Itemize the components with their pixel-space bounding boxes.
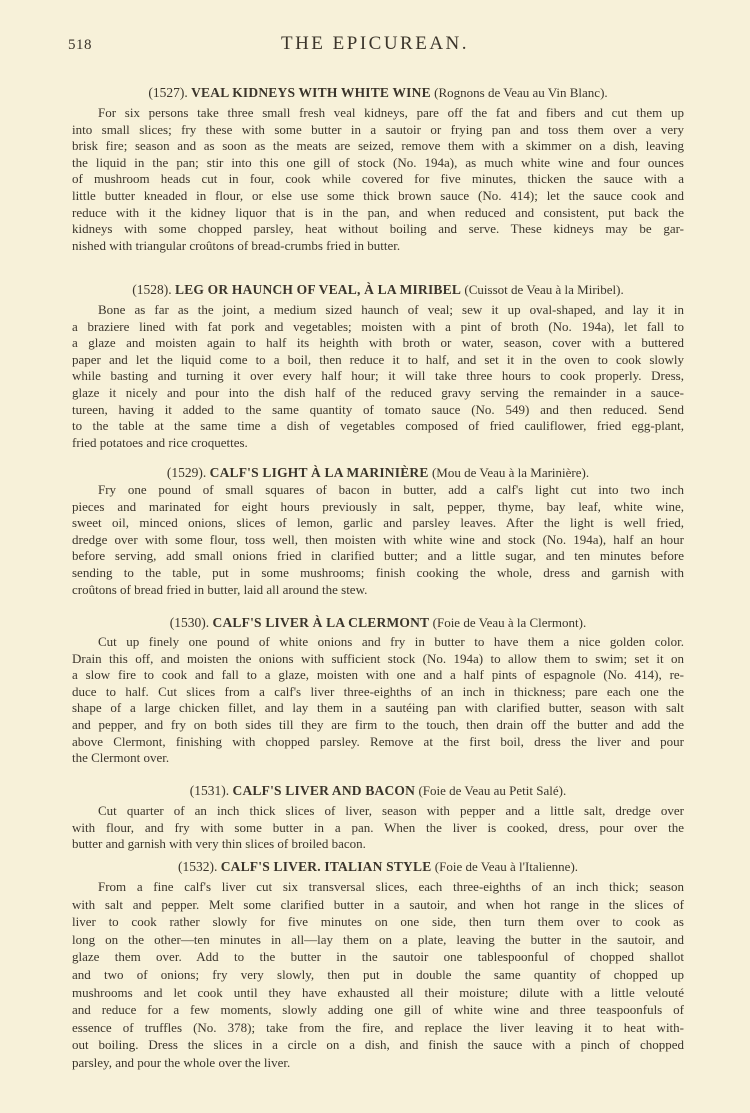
text-line: mushrooms and let cook until they have exhausted all their moisture; dilute with a little velouté xyxy=(72,984,684,1000)
text-line: a slow fire to cook and fall to a glaze, moisten with one and a half pints of espagnole (No. 414), re- xyxy=(72,667,684,683)
text-line: and pepper, and fry on both sides till they are firm to the touch, then drain off the butter and add the xyxy=(72,716,684,732)
recipe-title: CALF'S LIVER. ITALIAN STYLE xyxy=(220,859,432,874)
text-line: Fry one pound of small squares of bacon in butter, add a calf's light cut into two inch xyxy=(98,482,684,497)
text-line: into small slices; fry these with some butter in a sautoir or frying pan and toss them over a very xyxy=(72,121,684,137)
text-line: sending to the table, put in some mushrooms; finish cooking the whole, dress and garnish with xyxy=(72,564,684,580)
text-line: to the table at the same time a dish of vegetables composed of fried cauliflower, fried egg-plant, xyxy=(72,418,684,434)
text-line: and two of onions; fry very slowly, then put in double the same quantity of chopped up xyxy=(72,966,684,982)
text-line: while basting and turning it over every half hour; it will take three hours to cook properly. Dress, xyxy=(72,368,684,384)
recipe-number: (1531). xyxy=(189,783,230,798)
text-line: little butter kneaded in flour, or else use some thick brown sauce (No. 414); let the sauce cook and xyxy=(72,187,684,203)
recipe-french-title: (Rognons de Veau au Vin Blanc). xyxy=(434,85,608,100)
recipe-1527 xyxy=(72,84,684,253)
recipe-body xyxy=(72,105,684,254)
text-line: Drain this off, and moisten the onions with sufficient stock (No. 194a) to allow them to swim; set it on xyxy=(72,650,684,666)
recipe-title: VEAL KIDNEYS WITH WHITE WINE xyxy=(191,85,431,100)
recipe-french-title: (Foie de Veau à l'Italienne). xyxy=(434,859,579,874)
text-line: above Clermont, finishing with chopped parsley. Remove at the first boil, dress the liver and pour xyxy=(72,733,684,749)
recipe-french-title: (Foie de Veau au Petit Salé). xyxy=(418,783,567,798)
recipe-1531 xyxy=(72,782,684,852)
text-line: long on the other—ten minutes in all—lay them on a plate, leaving the butter in the sautoir, and xyxy=(72,931,684,947)
text-line: reduce with it the kidney liquor that is in the pan, and when reduced and consistent, put back the xyxy=(72,204,684,220)
text-line: kidneys with some chopped parsley, heat without boiling and serve. These kidneys may be gar- xyxy=(72,221,684,237)
recipe-number: (1528). xyxy=(132,282,172,297)
recipe-heading xyxy=(72,782,684,799)
recipe-1528 xyxy=(72,281,684,450)
text-line: sweet oil, minced onions, slices of lemon, garlic and parsley leaves. After the light is well fried, xyxy=(72,515,684,531)
recipe-body xyxy=(72,803,684,853)
recipe-body xyxy=(72,878,684,1072)
text-line: Bone as far as the joint, a medium sized haunch of veal; sew it up oval-shaped, and lay it in xyxy=(98,302,684,317)
text-line: with flour, and fry with some butter in a pan. When the liver is cooked, dress, pour over the xyxy=(72,819,684,835)
text-line: tureen, having it added to the same quantity of tomato sauce (No. 549) and then reduced. Send xyxy=(72,401,684,417)
text-line: with salt and pepper. Melt some clarified butter in a sautoir, and when hot range in the slices of xyxy=(72,896,684,912)
text-line: duce to half. Cut slices from a calf's liver three-eighths of an inch in thickness; pare each one the xyxy=(72,683,684,699)
recipe-title: CALF'S LIVER À LA CLERMONT xyxy=(212,615,430,630)
text-line: the liquid in the pan; stir into this one gill of stock (No. 194a), as much white wine and four ounces xyxy=(72,154,684,170)
recipe-title: CALF'S LIVER AND BACON xyxy=(232,783,416,798)
recipe-heading xyxy=(72,464,684,481)
text-line: the Clermont over. xyxy=(72,750,170,766)
text-line: a glaze and moisten again to half its heighth with broth or water, season, cover with a buttered xyxy=(72,335,684,351)
text-line: liver to cook rather slowly for five minutes on one side, then turn them over to cook as xyxy=(72,914,684,930)
recipe-heading xyxy=(72,858,684,875)
text-line: and reduce for a few moments, slowly adding one gill of white wine and three teaspoonfuls of xyxy=(72,1002,684,1018)
text-line: Cut quarter of an inch thick slices of liver, season with pepper and a little salt, dredge over xyxy=(98,803,684,818)
recipe-1532 xyxy=(72,858,684,1070)
text-line: shape of a large chicken fillet, and lay them in a sautéing pan with clarified butter, season with salt xyxy=(72,700,684,716)
text-line: essence of truffles (No. 378); take from the fire, and replace the liver leaving it to heat with- xyxy=(72,1019,684,1035)
recipe-french-title: (Cuissot de Veau à la Miribel). xyxy=(464,282,624,297)
text-line: parsley, and pour the whole over the liver. xyxy=(72,1054,291,1070)
recipe-heading xyxy=(72,281,684,298)
recipe-1530 xyxy=(72,614,684,766)
page-number: 518 xyxy=(68,37,92,53)
recipe-number: (1530). xyxy=(169,615,210,630)
text-line: before serving, add small onions fried in clarified butter; and a little sugar, and ten minutes before xyxy=(72,548,684,564)
text-line: pieces and marinated for eight hours previously in salt, pepper, thyme, bay leaf, white wine, xyxy=(72,498,684,514)
recipe-french-title: (Mou de Veau à la Marinière). xyxy=(431,465,590,480)
text-line: croûtons of bread fried in butter, laid all around the stew. xyxy=(72,581,368,597)
text-line: Cut up finely one pound of white onions and fry in butter to have them a nice golden color. xyxy=(98,634,684,649)
recipe-title: LEG OR HAUNCH OF VEAL, À LA MIRIBEL xyxy=(174,282,462,297)
recipe-title: CALF'S LIGHT À LA MARINIÈRE xyxy=(209,465,429,480)
text-line: dredge over with some flour, toss well, then moisten with white wine and stock (No. 194a), half an hour xyxy=(72,531,684,547)
recipe-body xyxy=(72,482,684,598)
text-line: a braziere lined with fat pork and vegetables; moisten with a pint of broth (No. 194a), let fall to xyxy=(72,318,684,334)
recipe-number: (1529). xyxy=(166,465,207,480)
recipe-number: (1527). xyxy=(148,85,188,100)
text-line: fried potatoes and rice croquettes. xyxy=(72,434,248,450)
recipe-french-title: (Foie de Veau à la Clermont). xyxy=(432,615,587,630)
recipe-number: (1532). xyxy=(177,859,218,874)
text-line: butter and garnish with very thin slices of broiled bacon. xyxy=(72,836,366,852)
text-line: of mushroom heads cut in four, cook while covered for five minutes, thicken the sauce with a xyxy=(72,171,684,187)
text-line: out boiling. Dress the slices in a circle on a dish, and finish the sauce with a pinch of chopped xyxy=(72,1037,684,1053)
text-line: From a fine calf's liver cut six transversal slices, each three-eighths of an inch thick; season xyxy=(98,879,684,894)
text-line: For six persons take three small fresh veal kidneys, pare off the fat and fibers and cut them up xyxy=(98,105,684,120)
recipe-heading xyxy=(72,614,684,631)
text-line: glaze them over. Add to the butter in the sautoir one tablespoonful of chopped shallot xyxy=(72,949,684,965)
recipe-body xyxy=(72,634,684,767)
text-line: glaze it nicely and pour into the dish half of the reduced gravy serving the remainder in a sauce- xyxy=(72,384,684,400)
text-line: paper and let the liquid come to a boil, then reduce it to half, and set it in the oven to cook slowly xyxy=(72,351,684,367)
text-line: brisk fire; season and as soon as the meats are seized, remove them with a skimmer on a dish, leaving xyxy=(72,138,684,154)
text-line: nished with triangular croûtons of bread-crumbs fried in butter. xyxy=(72,237,401,253)
recipe-1529 xyxy=(72,464,684,597)
recipe-body xyxy=(72,302,684,451)
recipe-heading xyxy=(72,84,684,101)
running-title: THE EPICUREAN. xyxy=(280,33,470,54)
